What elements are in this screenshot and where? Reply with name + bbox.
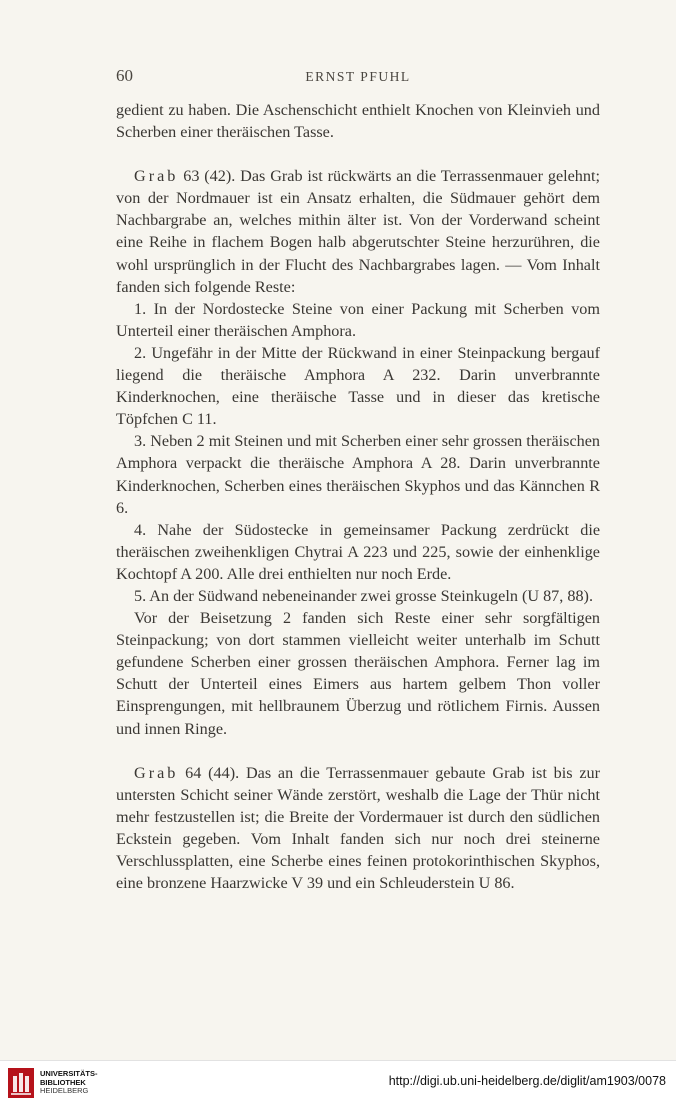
section-lead: Grab [134, 763, 179, 782]
list-item: 4. Nahe der Südostecke in gemeinsamer Packung zerdrückt die theräischen zweihenkligen Chytrai A 223 und 225, sowie der einhenklige Kochtopf A 200. Alle drei enthielten nur noch Erde. [116, 520, 600, 583]
body-text [116, 99, 600, 894]
viewer-footer [0, 1060, 676, 1104]
paragraph-continuation: gedient zu haben. Die Aschenschicht enthielt Knochen von Kleinvieh und Scherben einer theräischen Tasse. [116, 101, 600, 142]
page-number: 60 [116, 66, 133, 85]
list-item: 1. In der Nordostecke Steine von einer Packung mit Scherben vom Unterteil einer theräischen Amphora. [116, 299, 600, 340]
library-name: UNIVERSITÄTS- BIBLIOTHEK HEIDELBERG [40, 1069, 98, 1096]
paragraph: Vor der Beisetzung 2 fanden sich Reste einer sehr sorgfältigen Steinpackung; von dort stammen vielleicht weiter unterhalb im Schutt gefundene Scherben einer grossen theräischen Amphora. Ferner lag im Schutt der Unterteil eines Eimers aus hartem gelbem Thon voller Einsprengungen, mit hellbraunem Überzug und rötlichem Firnis. Aussen und innen Ringe. [116, 609, 600, 738]
university-library-logo-icon [8, 1068, 34, 1098]
permalink-url[interactable]: http://digi.ub.uni-heidelberg.de/diglit/am1903/0078 [388, 1074, 666, 1088]
list-item: 3. Neben 2 mit Steinen und mit Scherben einer sehr grossen theräischen Amphora verpackt die theräische Amphora A 28. Darin unverbrannte Kinderknochen, Scherben eines theräischen Skyphos und das Kännchen R 6. [116, 432, 600, 517]
running-title: ERNST PFUHL [305, 69, 411, 84]
paragraph-grab-64: Grab 64 (44). Das an die Terrassenmauer gebaute Grab ist bis zur untersten Schicht seiner Wände zerstört, weshalb die Lage der Thür nicht mehr festzustellen ist; die Breite der Vordermauer ist durch den südlichen Eckstein gegeben. Vom Inhalt fanden sich nur noch drei steinerne Verschlussplatten, eine Scherbe eines feinen protokorinthischen Skyphos, eine bronzene Haarzwicke V 39 und ein Schleuderstein U 86. [116, 763, 600, 893]
list-item: 5. An der Südwand nebeneinander zwei grosse Steinkugeln (U 87, 88). [134, 586, 593, 605]
list-item: 2. Ungefähr in der Mitte der Rückwand in einer Steinpackung bergauf liegend die theräische Amphora A 232. Darin unverbrannte Kinderknochen, eine theräische Tasse und in dieser das kretische Töpfchen C 11. [116, 343, 600, 429]
section-lead: Grab [134, 167, 179, 186]
paragraph-grab-63: Grab 63 (42). Das Grab ist rückwärts an die Terrassenmauer gelehnt; von der Nordmauer ist ein Ansatz erhalten, die Südmauer gehört dem Nachbargrabe an, welches mithin älter ist. Von der Vorderwand scheint eine Reihe in flachem Bogen halb abgerutschter Steine herzurühren, die wohl ursprünglich in der Flucht des Nachbargrabes lagen. — Vom Inhalt fanden sich folgende Reste: [116, 167, 600, 296]
